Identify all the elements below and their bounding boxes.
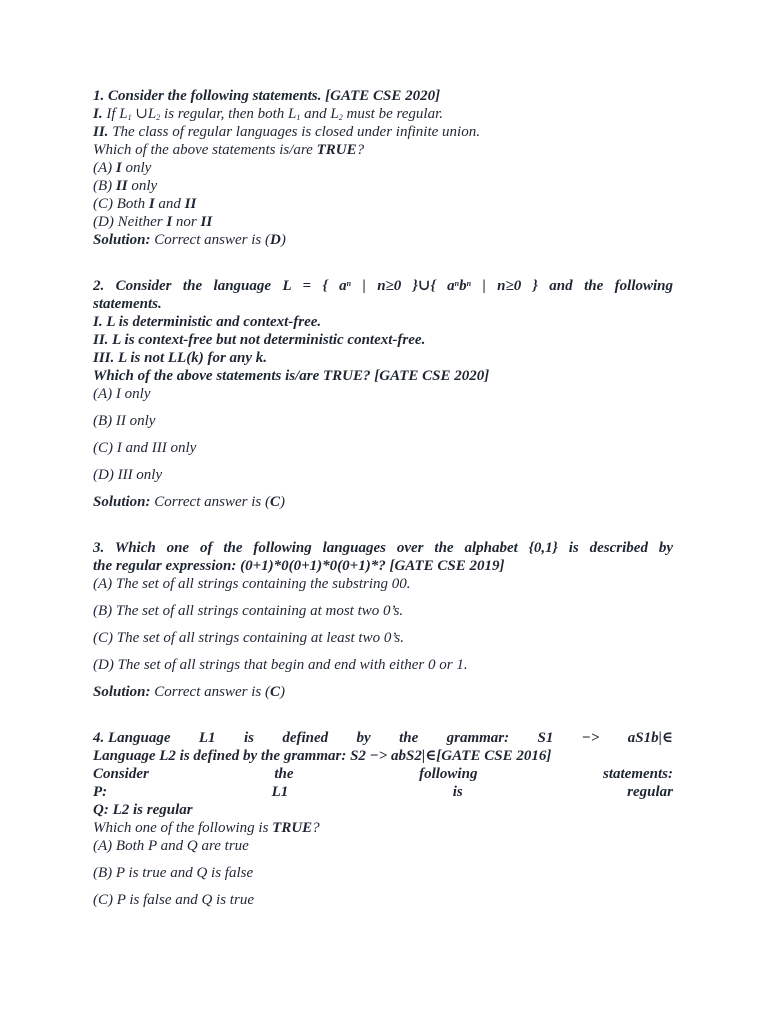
q1-option-a: (A) I only <box>93 160 152 176</box>
question-4-title-cont: Language L2 is defined by the grammar: S2 −> abS2|∈[GATE CSE 2016] <box>93 748 552 764</box>
question-3-title: 3. Which one of the following languages over the alphabet {0,1} is described by <box>93 540 673 556</box>
q4-option-c: (C) P is false and Q is true <box>93 892 254 908</box>
q2-statement-3: III. L is not LL(k) for any k. <box>93 350 268 366</box>
q4-consider-line: Consider the following statements: <box>93 766 673 782</box>
question-3-title-cont: the regular expression: (0+1)*0(0+1)*0(0+1)*? [GATE CSE 2019] <box>93 558 505 574</box>
q2-question: Which of the above statements is/are TRUE? [GATE CSE 2020] <box>93 368 490 384</box>
q4-option-b: (B) P is true and Q is false <box>93 865 254 881</box>
q3-option-a: (A) The set of all strings containing the substring 00. <box>93 576 411 592</box>
question-2-title: 2. Consider the language L = { $a^n$ | n≥0 }∪{ $a^nb^n$ | n≥0 } and the following <box>93 278 674 294</box>
q2-option-a: (A) I only <box>93 386 151 402</box>
q1-statement-2: II. The class of regular languages is closed under infinite union. <box>93 124 480 140</box>
document-content <box>93 87 673 909</box>
q1-option-d: (D) Neither I nor II <box>93 214 213 230</box>
q4-question: Which one of the following is TRUE? <box>93 820 320 836</box>
q4-option-a: (A) Both P and Q are true <box>93 838 249 854</box>
question-3 <box>93 539 673 701</box>
q3-option-b: (B) The set of all strings containing at most two 0’s. <box>93 603 404 619</box>
q4-statement-p: P: L1 is regular <box>93 784 673 800</box>
spacer <box>93 249 673 277</box>
q2-solution: Solution: Correct answer is (C) <box>93 494 285 510</box>
q2-statement-2: II. L is context-free but not deterministic context-free. <box>93 332 426 348</box>
question-1-title: 1. Consider the following statements. [GATE CSE 2020] <box>93 88 441 104</box>
question-2 <box>93 277 673 511</box>
q2-statement-1: I. L is deterministic and context-free. <box>93 314 322 330</box>
q4-statement-q: Q: L2 is regular <box>93 802 193 818</box>
question-4-title: 4. Language L1 is defined by the grammar: S1 −> aS1b|∈ <box>93 730 673 746</box>
q1-question: Which of the above statements is/are TRUE? <box>93 142 365 158</box>
q3-option-d: (D) The set of all strings that begin and end with either 0 or 1. <box>93 657 468 673</box>
spacer <box>93 511 673 539</box>
question-4 <box>93 729 673 909</box>
q1-option-b: (B) II only <box>93 178 158 194</box>
q1-solution: Solution: Correct answer is (D) <box>93 232 286 248</box>
q2-option-b: (B) II only <box>93 413 156 429</box>
question-1 <box>93 87 673 249</box>
q2-option-d: (D) III only <box>93 467 163 483</box>
spacer <box>93 701 673 729</box>
q3-solution: Solution: Correct answer is (C) <box>93 684 285 700</box>
q3-option-c: (C) The set of all strings containing at least two 0’s. <box>93 630 404 646</box>
q1-option-c: (C) Both I and II <box>93 196 197 212</box>
q1-statement-1: I. If $L_1$ $\cup L_2$ is regular, then both $L_1$ and $L_2$ must be regular. <box>93 106 444 122</box>
q2-option-c: (C) I and III only <box>93 440 197 456</box>
question-2-title-cont: statements. <box>93 296 162 312</box>
